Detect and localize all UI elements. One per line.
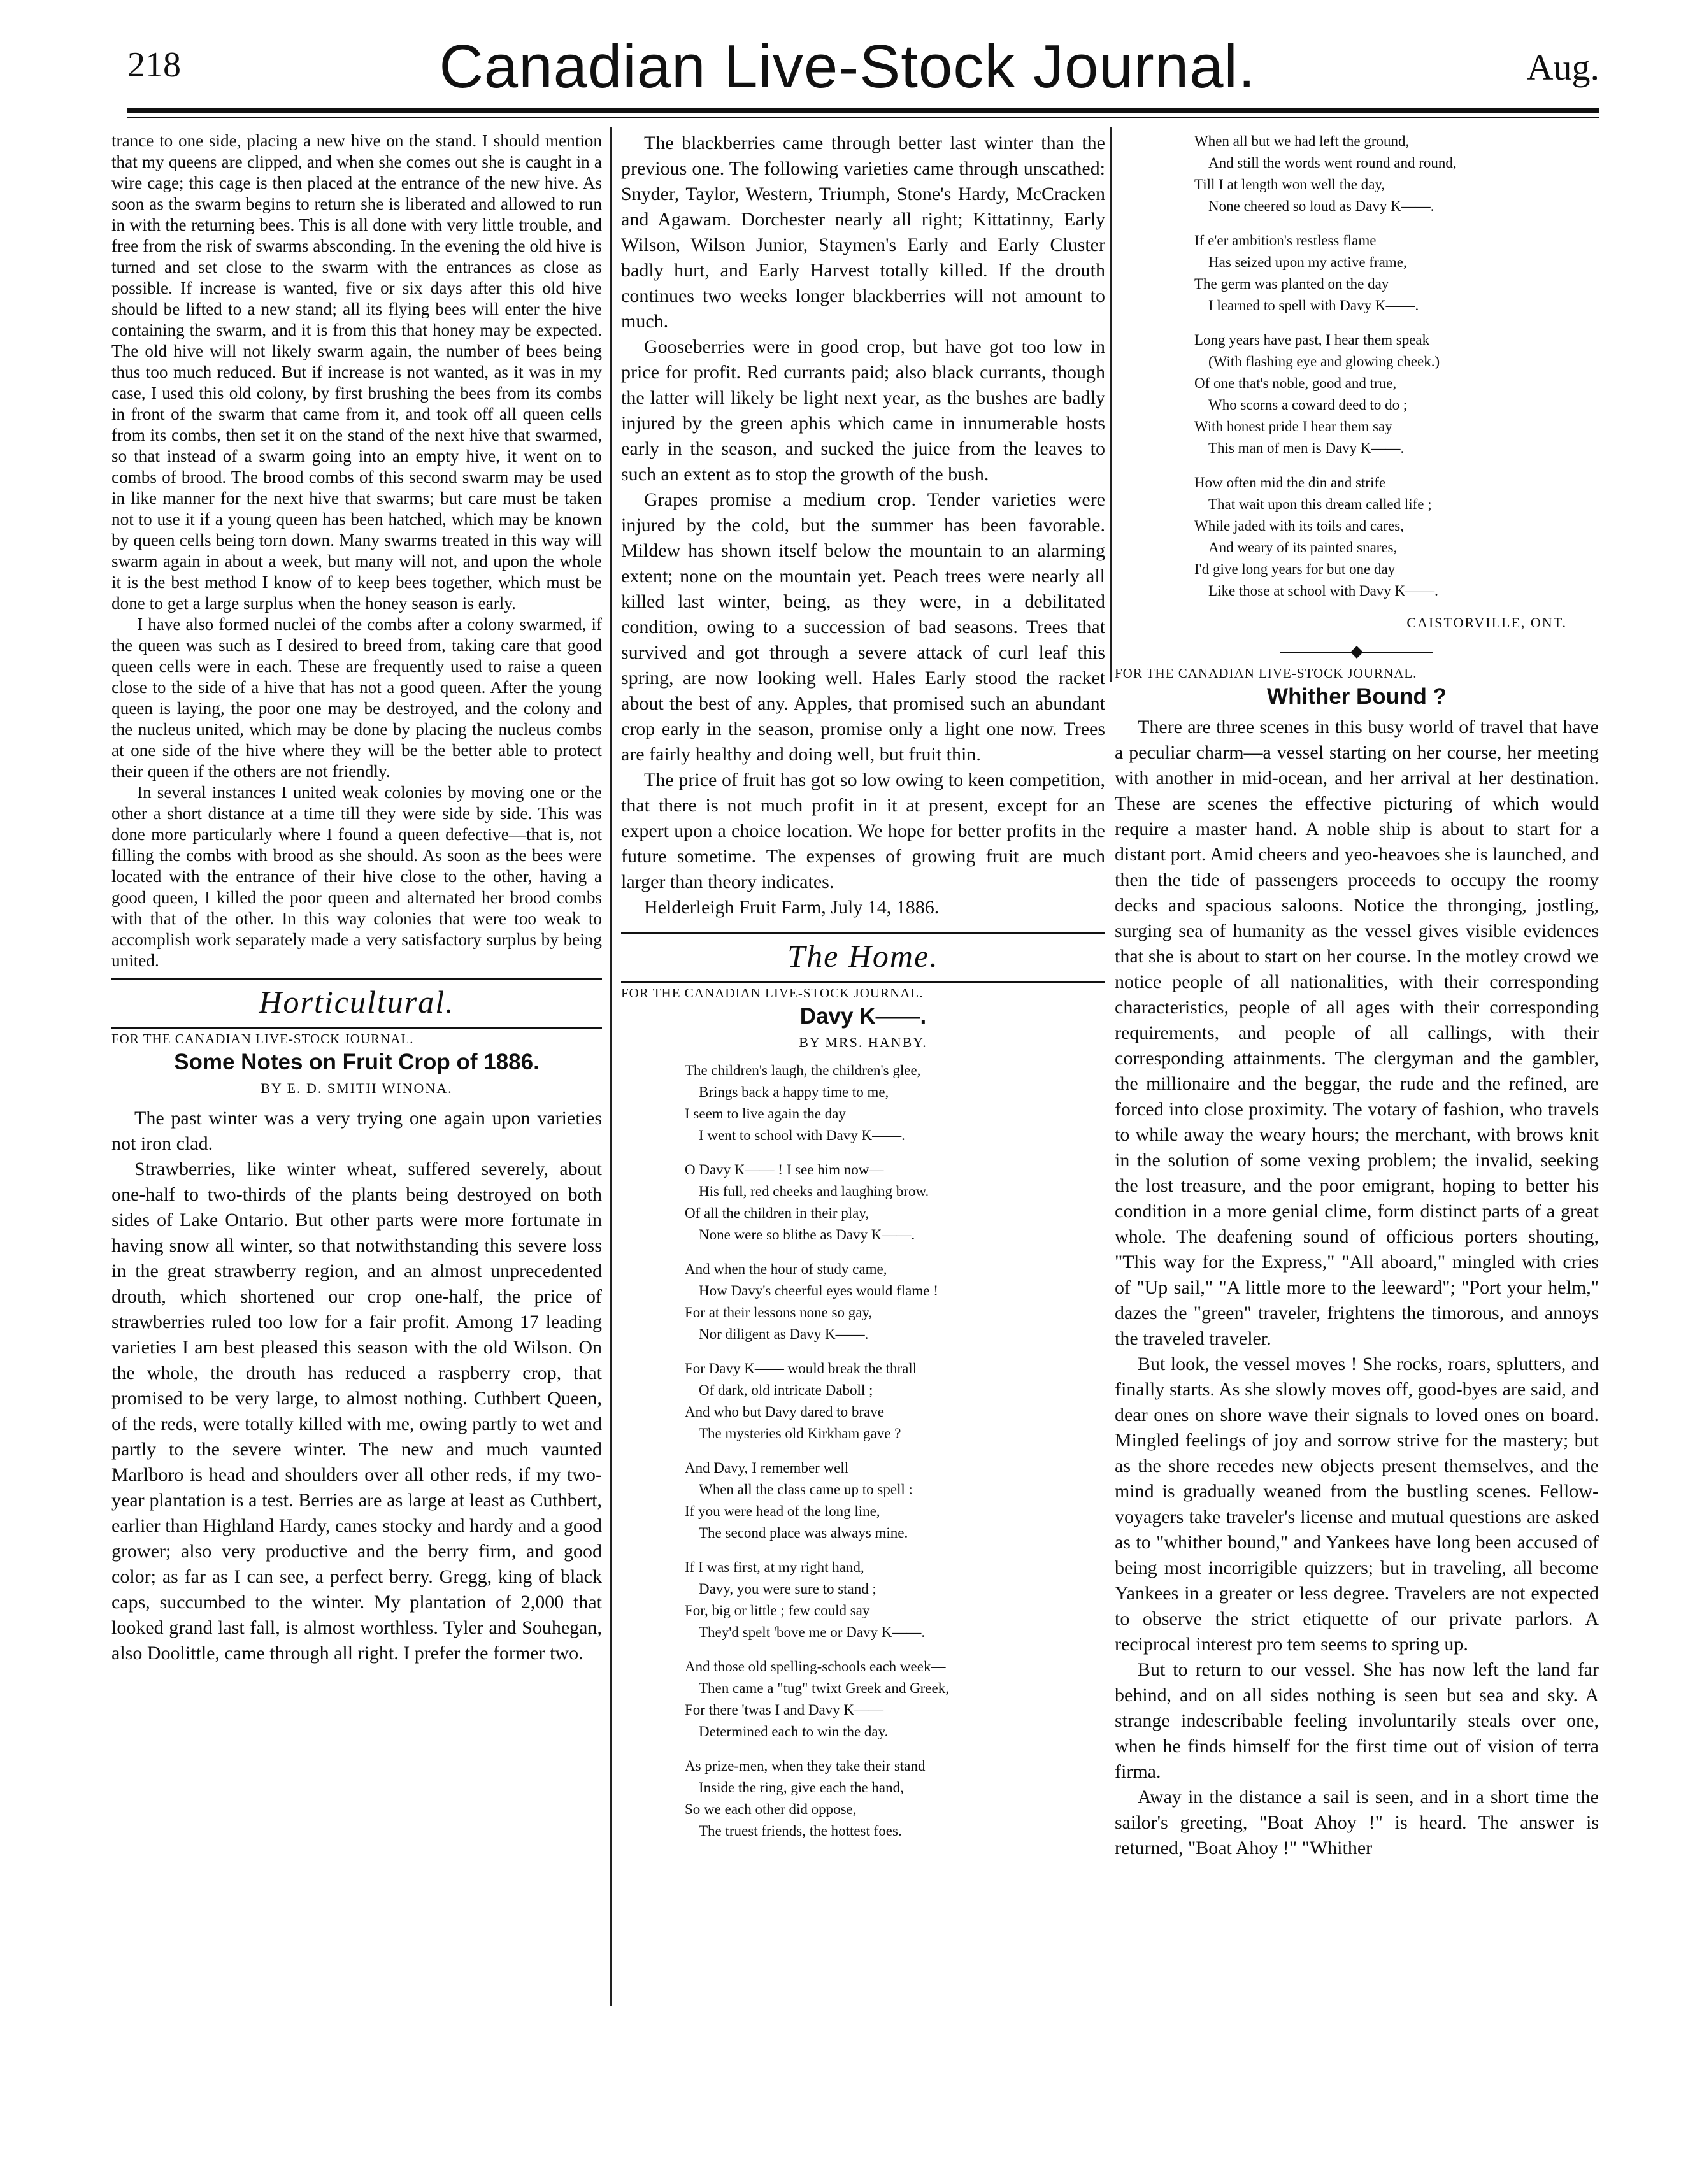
poem-line: Of dark, old intricate Daboll ;: [699, 1382, 873, 1398]
poem-stanza: [685, 1457, 1105, 1544]
poem-line: As prize-men, when they take their stand: [685, 1758, 926, 1774]
poem-line: Of all the children in their play,: [685, 1205, 869, 1221]
column-right: [1115, 131, 1599, 2146]
poem-stanza: [685, 1159, 1105, 1246]
column-left: [111, 131, 602, 2146]
poem-line: Nor diligent as Davy K——.: [699, 1326, 869, 1342]
article-signature: Helderleigh Fruit Farm, July 14, 1886.: [644, 897, 940, 918]
fruit-crop-article: [111, 1106, 602, 1666]
poem-line: And those old spelling-schools each week—: [685, 1659, 946, 1674]
column-divider: [1110, 127, 1112, 682]
poem-line: This man of men is Davy K——.: [1208, 440, 1405, 456]
poem-stanza: [1194, 472, 1599, 602]
poem-line: And who but Davy dared to brave: [685, 1404, 884, 1420]
poem-line: When all but we had left the ground,: [1194, 133, 1410, 149]
poem-line: I went to school with Davy K——.: [699, 1127, 905, 1143]
section-rule: [111, 1027, 602, 1029]
section-rule: [111, 978, 602, 980]
paragraph: I have also formed nuclei of the combs after a colony swarmed, if the queen was such as I desired to breed from, taking care that good queen cells were in each. These are frequently used to raise a queen close to the side of a hive that has not a good queen. After the young queen is laying, the poor one may be destroyed, and the colony and the nucleus united, which may be done by placing the nucleus combs at one side of the hive where they will be the better able to protect their queen if the others are not friendly.: [111, 615, 602, 781]
paragraph: Gooseberries were in good crop, but have got too low in price for profit. Red currants paid; also black currants, though the latter will likely be light next year, as the bushes are badly injured by the green aphis which came in innumerable hosts early in the season, and sucked the juice from the leaves to such an extent as to stop the growth of the bush.: [621, 336, 1105, 485]
poem-line: Of one that's noble, good and true,: [1194, 375, 1397, 391]
poem-line: None cheered so loud as Davy K——.: [1208, 198, 1434, 214]
poem-stanza: [1194, 230, 1599, 317]
poem-line: The mysteries old Kirkham gave ?: [699, 1425, 901, 1441]
page-number: 218: [127, 45, 181, 85]
paragraph: The past winter was a very trying one again upon varieties not iron clad.: [111, 1108, 602, 1154]
poem-line: How often mid the din and strife: [1194, 475, 1386, 490]
article-byline: BY E. D. SMITH WINONA.: [261, 1080, 453, 1096]
poem-line: For, big or little ; few could say: [685, 1602, 870, 1618]
poem-line: None were so blithe as Davy K——.: [699, 1227, 915, 1243]
poem-credit: FOR THE CANADIAN LIVE-STOCK JOURNAL.: [621, 985, 924, 1001]
header-rule-thin: [127, 117, 1599, 118]
poem-stanza: [1194, 131, 1599, 217]
poem-line: (With flashing eye and glowing cheek.): [1208, 353, 1440, 369]
paragraph: Strawberries, like winter wheat, suffered severely, about one-half to two-thirds of the plants being destroyed on both sides of Lake Ontario. But other parts were more fortunate in having snow all winter, so that notwithstanding this severe loss in the great strawberry region, and an almost unprecedented drouth, which shortened our crop one-half, the price of strawberries ruled too low for a fair profit. Among 17 leading varieties I am best pleased this season with the old Wilson. On the whole, the drouth has reduced a raspberry crop, that promised to be very large, to almost nothing. Cuthbert Queen, of the reds, were totally killed with me, owing partly to wet and partly to the severe winter. The new and much vaunted Marlboro is head and shoulders over all other reds, if my two-year plantation is a test. Berries are as large at least as Cuthbert, earlier than Highland Hardy, canes stocky and hardy and a good grower; also very productive and the berry firm, and good color; as far as I can see, a perfect berry. Gregg, king of black caps, succumbed to the winter. My plantation of 2,000 that looked grand last fall, is almost worthless. Tyler and Souhegan, also Doolittle, came through all right. I prefer the former two.: [111, 1159, 602, 1664]
fruit-crop-article-continuation: [621, 131, 1105, 895]
column-middle: [621, 131, 1105, 2146]
poem-line: And still the words went round and round,: [1208, 155, 1457, 171]
poem-line: Till I at length won well the day,: [1194, 176, 1385, 192]
poem-line: The second place was always mine.: [699, 1525, 908, 1541]
poem-line: That wait upon this dream called life ;: [1208, 496, 1432, 512]
poem-line: For Davy K—— would break the thrall: [685, 1360, 917, 1376]
poem-line: If e'er ambition's restless flame: [1194, 232, 1377, 248]
poem-stanza: [1194, 329, 1599, 459]
poem-line: I seem to live again the day: [685, 1106, 846, 1122]
section-rule: [621, 932, 1105, 934]
poem-line: The truest friends, the hottest foes.: [699, 1823, 902, 1839]
journal-masthead: Canadian Live-Stock Journal.: [439, 32, 1256, 101]
paragraph: The blackberries came through better last winter than the previous one. The following varieties came through unscathed: Snyder, Taylor, Western, Triumph, Stone's Hardy, McCracken and Agawam. Dorchester nearly all right; Kittatinny, Early Wilson, Wilson Junior, Staymen's Early and Early Cluster badly hurt, and Early Harvest totally killed. If the drouth continues two weeks longer blackberries will not amount to much.: [621, 132, 1105, 332]
poem-line: I'd give long years for but one day: [1194, 561, 1396, 577]
poem-stanza: [685, 1755, 1105, 1842]
header-rule: [127, 108, 1599, 113]
paragraph: In several instances I united weak colonies by moving one or the other a short distance at a time till they were side by side. This was done more particularly where I found a queen defective—that is, not filling the combs with brood as she should. As soon as the bees were located with the entrance of their hive close to the other, having a good queen, I killed the poor queen and alternated her brood combs with that of the other. In this way colonies that were too weak to accomplish work separately made a very satisfactory surplus by being united.: [111, 783, 602, 970]
ornamental-rule: [1115, 648, 1599, 657]
poem-davy-k-continuation: [1194, 131, 1599, 602]
poem-line: Then came a "tug" twixt Greek and Greek,: [699, 1680, 950, 1696]
poem-stanza: [685, 1358, 1105, 1445]
paragraph: But to return to our vessel. She has now left the land far behind, and on all sides nothing is seen but sea and sky. A strange indescribable feeling involuntarily steals over one, when he finds himself for the first time out of vision of terra firma.: [1115, 1659, 1599, 1782]
poem-line: Davy, you were sure to stand ;: [699, 1581, 876, 1597]
poem-stanza: [685, 1259, 1105, 1345]
poem-line: And weary of its painted snares,: [1208, 539, 1398, 555]
section-heading-home: The Home.: [787, 938, 939, 974]
poem-title: Davy K——.: [799, 1004, 927, 1029]
article-title: Some Notes on Fruit Crop of 1886.: [174, 1050, 540, 1074]
poem-line: If I was first, at my right hand,: [685, 1559, 864, 1575]
poem-line: Determined each to win the day.: [699, 1724, 889, 1739]
poem-line: With honest pride I hear them say: [1194, 418, 1392, 434]
poem-line: Has seized upon my active frame,: [1208, 254, 1407, 270]
poem-line: And Davy, I remember well: [685, 1460, 849, 1476]
paragraph: trance to one side, placing a new hive on the stand. I should mention that my queens are clipped, and when she comes out she is caught in a wire cage; this cage is then placed at the entrance of the new hive. As soon as the swarm begins to return she is liberated and allowed to run in with the returning bees. This is all done with very little trouble, and free from the risk of swarms absconding. In the evening the old hive is turned and set close to the swarm with the entrances as close as possible. If increase is wanted, five or six days after this old hive should be lifted to a new stand; all its flying bees will enter the hive containing the swarm, and it is from this that honey may be expected. The old hive will not likely swarm again, the number of bees being thus too much reduced. But if increase is not wanted, as it was in my case, I used this old colony, by first brushing the bees from its combs in front of the swarm that came from it, and took off all queen cells from its combs, then set it on the stand of the next hive that swarmed, so that instead of a swarm going into an empty hive, it went on to combs of brood. The brood combs of this second swarm may be used in like manner for the next hive that swarms; but care must be taken not to use it if a young queen has been hatched, which may be known by queen cells being torn down. Many swarms treated in this way will swarm again in about a week, but many will not, and upon the whole it is the best method I know of to keep bees together, which must be done to get a large surplus when the honey season is early.: [111, 131, 602, 613]
paragraph: Grapes promise a medium crop. Tender varieties were injured by the cold, but the summer has been favorable. Mildew has shown itself below the mountain to an alarming extent; none on the mountain yet. Peach trees were nearly all killed last winter, being, as they were, in a debilitated condition, owing to a succession of bad seasons. Trees that survived and got through a severe attack of curl leaf this spring, are now looking well. Hales Early stood the racket about the best of any. Apples, that promised such an abundant crop early in the season, promise only a light one now. Trees are fairly healthy and doing well, but fruit thin.: [621, 489, 1105, 765]
issue-month: Aug.: [1526, 46, 1599, 88]
paragraph: The price of fruit has got so low owing to keen competition, that there is not much profit in it at present, except for an expert upon a choice location. We hope for better profits in the future sometime. The expenses of growing fruit are much larger than theory indicates.: [621, 769, 1105, 892]
poem-line: Who scorns a coward deed to do ;: [1208, 397, 1408, 413]
poem-signature: CAISTORVILLE, ONT.: [1406, 615, 1567, 631]
whither-bound-article: [1115, 715, 1599, 1861]
poem-stanza: [685, 1656, 1105, 1743]
poem-line: Like those at school with Davy K——.: [1208, 583, 1438, 599]
poem-line: For at their lessons none so gay,: [685, 1304, 873, 1320]
poem-line: They'd spelt 'bove me or Davy K——.: [699, 1624, 926, 1640]
poem-line: His full, red cheeks and laughing brow.: [699, 1183, 929, 1199]
poem-line: O Davy K—— ! I see him now—: [685, 1162, 884, 1178]
section-heading-horticultural: Horticultural.: [259, 984, 455, 1020]
paragraph: But look, the vessel moves ! She rocks, roars, splutters, and finally starts. As she slowly moves off, good-byes are said, and dear ones on shore wave their signals to loved ones on board. Mingled feelings of joy and sorrow strive for the mastery; but as the shore recedes new objects present themselves, and the mind is gradually weaned from the bustling scenes. Fellow-voyagers take traveler's license and mutual questions are asked as to "whither bound," and Yankees have long been accused of being most incorrigible quizzers; but in traveling, all become Yankees in a greater or less degree. Travelers are not expected to observe the strict etiquette of our private parlors. A reciprocal interest pro tem seems to spring up.: [1115, 1353, 1599, 1655]
poem-line: Inside the ring, give each the hand,: [699, 1780, 904, 1795]
poem-line: I learned to spell with Davy K——.: [1208, 297, 1419, 313]
poem-line: Brings back a happy time to me,: [699, 1084, 889, 1100]
paragraph: Away in the distance a sail is seen, and in a short time the sailor's greeting, "Boat Ahoy !" is heard. The answer is returned, "Boat Ahoy !" "Whither: [1115, 1787, 1599, 1859]
poem-stanza: [685, 1557, 1105, 1643]
column-divider: [610, 127, 612, 2006]
poem-line: When all the class came up to spell :: [699, 1481, 913, 1497]
poem-line: Long years have past, I hear them speak: [1194, 332, 1430, 348]
poem-stanza: [685, 1060, 1105, 1146]
paragraph: There are three scenes in this busy world of travel that have a peculiar charm—a vessel starting on her course, her meeting with another in mid-ocean, and her arrival at her destination. These are scenes the effective picturing of which would require a master hand. A noble ship is about to start for a distant port. Amid cheers and yeo-heavoes she is launched, and then the tide of passengers proceeds to occupy the roomy decks and spacious saloons. Notice the thronging, jostling, surging sea of humanity as the vessel gives visible evidences that she is about to start on her course. In the motley crowd we notice people of all nationalities, with their corresponding characteristics, people of all ages with their corresponding requirements, and people of all callings, with their corresponding attainments. The clergyman and the gambler, the millionaire and the beggar, the rude and the refined, are forced into close proximity. The votary of fashion, who travels to while away the weary hours; the merchant, with brows knit in the solution of some vexing problem; the invalid, seeking the lost treasure, and the poor emigrant, hoping to better his condition in a more genial clime, form distinct parts of a great whole. The deafening sound of officious porters shouting, "This way for the Express," "All aboard," mingled with cries of "Up sail," "A little more to the leeward"; "Port your helm," dazes the "green" traveler, frightens the timorous, and annoys the traveled traveler.: [1115, 717, 1599, 1349]
poem-davy-k: [685, 1060, 1105, 1842]
poem-line: And when the hour of study came,: [685, 1261, 887, 1277]
article-credit: FOR THE CANADIAN LIVE-STOCK JOURNAL.: [1115, 666, 1417, 681]
poem-byline: BY MRS. HANBY.: [799, 1034, 927, 1050]
article-title: Whither Bound ?: [1267, 684, 1447, 709]
poem-line: How Davy's cheerful eyes would flame !: [699, 1283, 938, 1299]
bee-article-continuation: [111, 131, 602, 971]
poem-line: The children's laugh, the children's glee,: [685, 1062, 921, 1078]
article-credit: FOR THE CANADIAN LIVE-STOCK JOURNAL.: [111, 1031, 414, 1046]
poem-line: The germ was planted on the day: [1194, 276, 1389, 292]
poem-line: While jaded with its toils and cares,: [1194, 518, 1404, 534]
poem-line: For there 'twas I and Davy K——: [685, 1702, 884, 1718]
poem-line: So we each other did oppose,: [685, 1801, 857, 1817]
section-rule: [621, 981, 1105, 983]
poem-line: If you were head of the long line,: [685, 1503, 880, 1519]
